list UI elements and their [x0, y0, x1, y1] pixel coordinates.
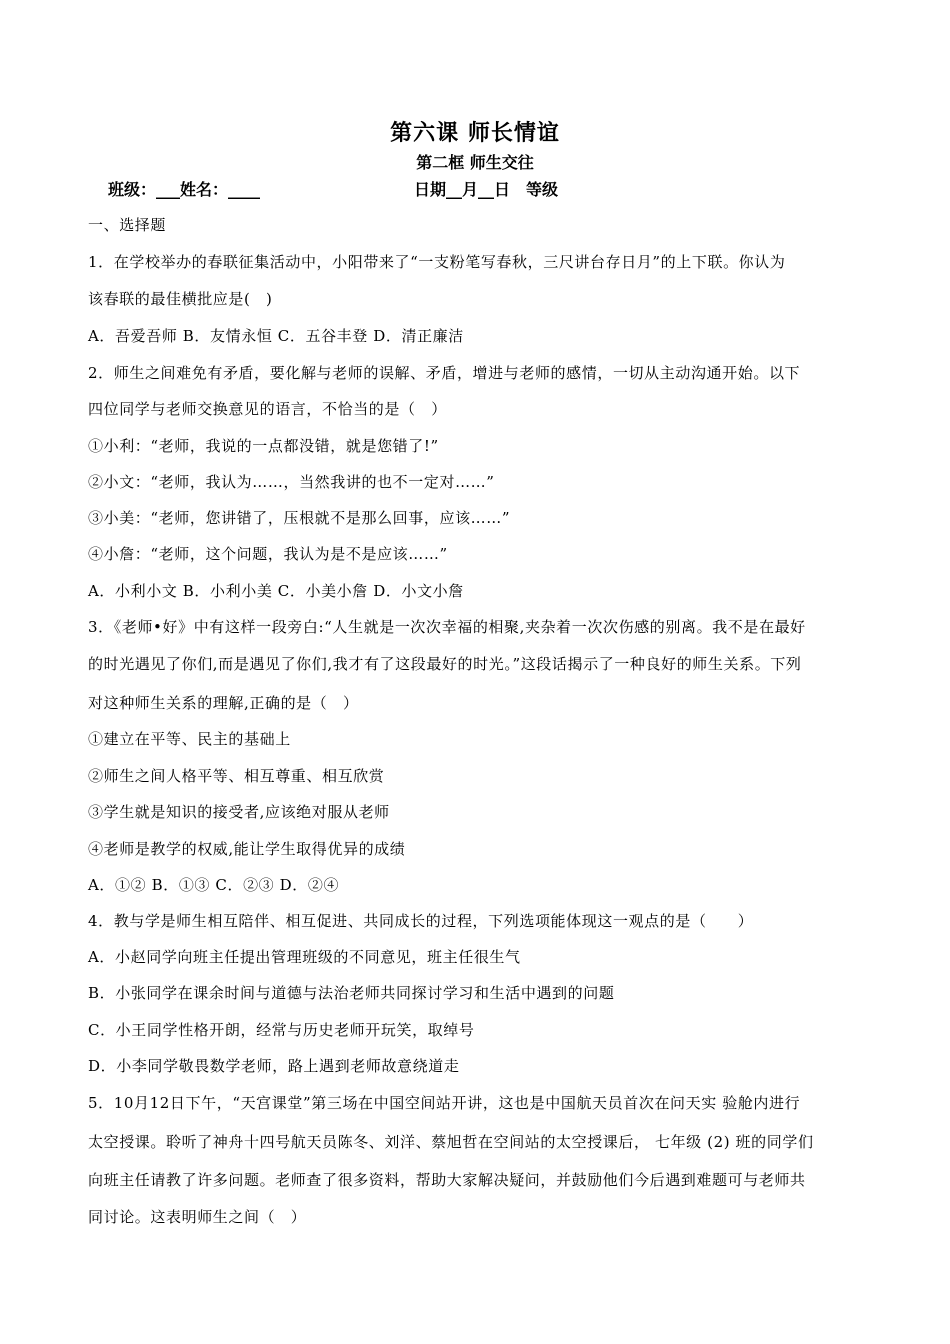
question-5-line-2: 太空授课。聆听了神舟十四号航天员陈冬、刘洋、蔡旭哲在空间站的太空授课后， 七年级 (2) 班的同学们 [88, 1133, 814, 1151]
question-4-option-a: A．小赵同学向班主任提出管理班级的不同意见，班主任很生气 [88, 948, 521, 966]
question-4-option-d: D．小李同学敬畏数学老师，路上遇到老师故意绕道走 [88, 1057, 460, 1075]
question-2-options: A．小利小文 B．小利小美 C．小美小詹 D．小文小詹 [88, 582, 464, 600]
question-3-item-4: ④老师是教学的权威,能让学生取得优异的成绩 [88, 840, 406, 858]
question-2-item-3: ③小美：“老师，您讲错了，压根就不是那么回事，应该……” [88, 509, 511, 527]
question-4-option-b: B．小张同学在课余时间与道德与法治老师共同探讨学习和生活中遇到的问题 [88, 984, 615, 1002]
question-3-item-1: ①建立在平等、民主的基础上 [88, 730, 291, 748]
question-1-line-1: 1．在学校举办的春联征集活动中，小阳带来了“一支粉笔写春秋，三尺讲台存日月”的上下联。你认为 [88, 253, 786, 271]
date-grade-fields: 日期__月__日 等级 [414, 180, 559, 199]
question-2-item-4: ④小詹：“老师，这个问题，我认为是不是应该……” [88, 545, 448, 563]
question-4-stem: 4．教与学是师生相互陪伴、相互促进、共同成长的过程，下列选项能体现这一观点的是（ ） [88, 912, 754, 930]
question-3-line-1: 3．《老师•好》中有这样一段旁白:“人生就是一次次幸福的相聚,夹杂着一次次伤感的别离。我不是在最好 [88, 618, 806, 636]
question-5-line-3: 向班主任请教了许多问题。老师查了很多资料，帮助大家解决疑问，并鼓励他们今后遇到难题可与老师共 [88, 1171, 806, 1189]
page-subtitle: 第二框 师生交往 [416, 153, 534, 172]
question-3-options: A．①② B．①③ C．②③ D．②④ [88, 876, 340, 894]
question-3-item-2: ②师生之间人格平等、相互尊重、相互欣赏 [88, 767, 385, 785]
question-5-line-1: 5．10月12日下午，“天宫课堂”第三场在中国空间站开讲，这也是中国航天员首次在问天实 验舱内进行 [88, 1094, 801, 1112]
question-3-line-2: 的时光遇见了你们,而是遇见了你们,我才有了这段最好的时光。”这段话揭示了一种良好的师生关系。下列 [88, 655, 802, 673]
page-title: 第六课 师长情谊 [390, 120, 560, 146]
question-3-line-3: 对这种师生关系的理解,正确的是（ ） [88, 694, 359, 712]
question-2-line-1: 2．师生之间难免有矛盾，要化解与老师的误解、矛盾，增进与老师的感情，一切从主动沟通开始。以下 [88, 364, 801, 382]
question-2-line-2: 四位同学与老师交换意见的语言，不恰当的是（ ） [88, 400, 447, 418]
question-1-line-2: 该春联的最佳横批应是( ) [88, 290, 273, 308]
question-3-item-3: ③学生就是知识的接受者,应该绝对服从老师 [88, 803, 390, 821]
section-heading: 一、选择题 [88, 216, 167, 234]
question-1-options: A．吾爱吾师 B．友情永恒 C．五谷丰登 D．清正廉洁 [88, 327, 464, 345]
question-4-option-c: C．小王同学性格开朗，经常与历史老师开玩笑，取绰号 [88, 1021, 475, 1039]
class-name-fields: 班级：___姓名：____ [108, 180, 261, 199]
question-5-line-4: 同讨论。这表明师生之间（ ） [88, 1208, 307, 1226]
question-2-item-2: ②小文：“老师，我认为……，当然我讲的也不一定对……” [88, 473, 495, 491]
question-2-item-1: ①小利：“老师，我说的一点都没错，就是您错了!” [88, 437, 439, 455]
